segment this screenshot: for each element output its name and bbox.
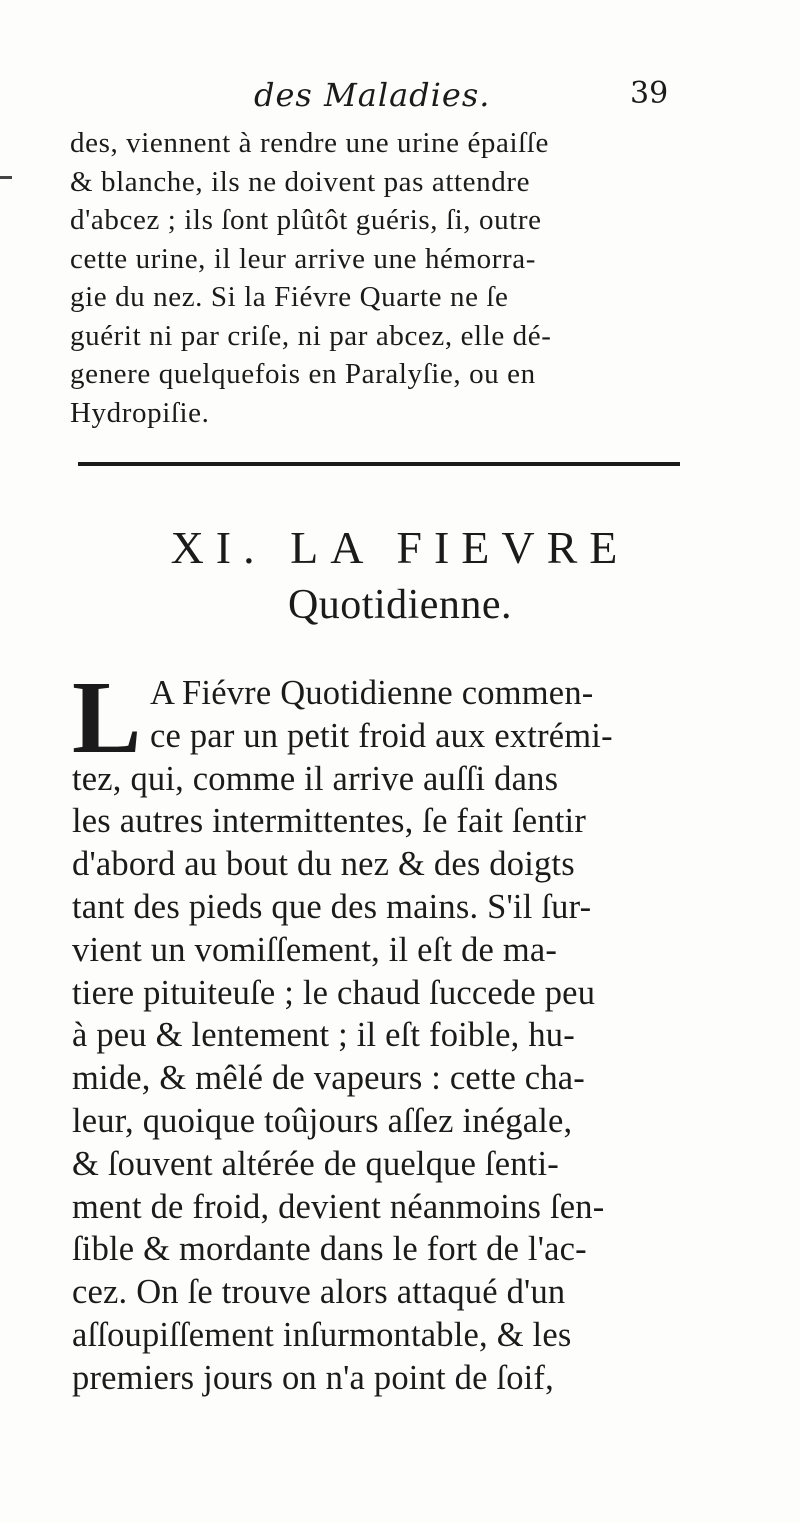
page-number: 39 — [630, 76, 669, 111]
text-line: ment de froid, devient néanmoins ſen- — [72, 1187, 605, 1226]
text-line: tant des pieds que des mains. S'il ſur- — [72, 887, 592, 926]
text-line: Hydropiſie. — [70, 396, 210, 429]
text-line: d'abcez ; ils ſont plûtôt guéris, ſi, outre — [70, 204, 542, 236]
text-line: ce par un petit froid aux extrémi- — [150, 716, 613, 755]
text-line: gie du nez. Si la Fiévre Quarte ne ſe — [70, 281, 509, 313]
margin-mark — [0, 176, 12, 179]
text-line: des, viennent à rendre une urine épaiſſe — [70, 127, 549, 159]
continued-paragraph — [70, 124, 710, 432]
running-title: des Maladies. — [254, 76, 491, 114]
body-paragraph — [72, 672, 712, 1400]
chapter-subtitle: Quotidienne. — [287, 582, 513, 628]
text-line: premiers jours on n'a point de ſoif, — [72, 1358, 554, 1397]
text-line: & blanche, ils ne doivent pas attendre — [70, 165, 531, 198]
text-line: cette urine, il leur arrive une hémorra- — [70, 242, 537, 275]
text-line: cez. On ſe trouve alors attaqué d'un — [72, 1273, 566, 1312]
text-line: & ſouvent altérée de quelque ſenti- — [72, 1144, 559, 1183]
text-line: tez, qui, comme il arrive auſſi dans — [72, 759, 559, 798]
text-line: genere quelquefois en Paralyſie, ou en — [70, 358, 536, 390]
text-line: leur, quoique toûjours aſſez inégale, — [72, 1101, 573, 1140]
text-line: vient un vomiſſement, il eſt de ma- — [72, 930, 558, 969]
text-line: guérit ni par criſe, ni par abcez, elle dé- — [70, 319, 552, 352]
text-line: ſible & mordante dans le fort de l'ac- — [72, 1230, 587, 1269]
page-header — [0, 76, 800, 126]
text-line: les autres intermittentes, ſe fait ſentir — [72, 802, 587, 841]
text-line: tiere pituiteuſe ; le chaud ſuccede peu — [72, 973, 596, 1012]
text-line: aſſoupiſſement inſurmontable, & les — [72, 1315, 572, 1354]
drop-cap: L — [72, 660, 142, 775]
chapter-title: XI. LA FIEVRE — [170, 522, 630, 573]
text-line: à peu & lentement ; il eſt foible, hu- — [72, 1016, 575, 1055]
text-line: d'abord au bout du nez & des doigts — [72, 845, 575, 884]
text-line: A Fiévre Quotidienne commen- — [150, 674, 594, 712]
section-divider — [78, 462, 680, 466]
text-line: mide, & mêlé de vapeurs : cette cha- — [72, 1059, 585, 1098]
